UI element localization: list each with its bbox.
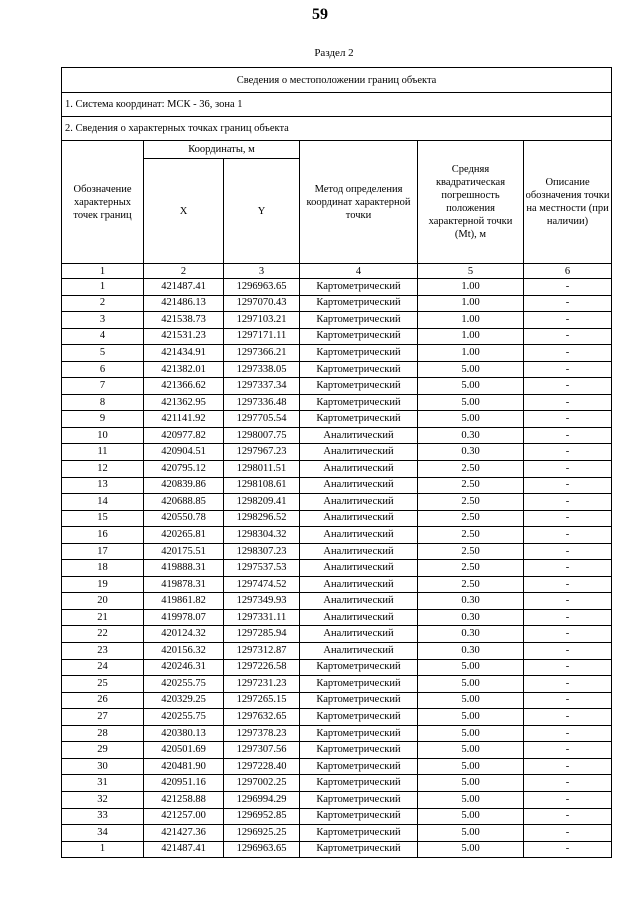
description: - [524, 775, 612, 792]
x-coordinate: 420795.12 [144, 461, 224, 478]
method: Аналитический [300, 593, 418, 610]
point-id: 10 [62, 427, 144, 444]
description: - [524, 527, 612, 544]
point-id: 27 [62, 709, 144, 726]
point-id: 19 [62, 576, 144, 593]
table-row [62, 709, 612, 726]
precision: 5.00 [418, 742, 524, 759]
table-row [62, 626, 612, 643]
description: - [524, 295, 612, 312]
method: Картометрический [300, 758, 418, 775]
description: - [524, 543, 612, 560]
col-precision-header: Средняя квадратическая погрешность положения характерной точки (Mt), м [418, 141, 524, 264]
point-id: 1 [62, 279, 144, 296]
x-coordinate: 420951.16 [144, 775, 224, 792]
precision: 2.50 [418, 527, 524, 544]
table-row [62, 444, 612, 461]
description: - [524, 676, 612, 693]
method: Аналитический [300, 477, 418, 494]
method: Аналитический [300, 543, 418, 560]
method: Картометрический [300, 411, 418, 428]
y-coordinate: 1296994.29 [224, 791, 300, 808]
point-id: 14 [62, 494, 144, 511]
method: Картометрический [300, 279, 418, 296]
method: Аналитический [300, 643, 418, 660]
description: - [524, 576, 612, 593]
table-row [62, 676, 612, 693]
precision: 0.30 [418, 643, 524, 660]
x-coordinate: 421487.41 [144, 841, 224, 858]
y-coordinate: 1297537.53 [224, 560, 300, 577]
precision: 5.00 [418, 825, 524, 842]
page-number: 59 [312, 6, 328, 23]
column-number: 2 [144, 264, 224, 279]
y-coordinate: 1298007.75 [224, 427, 300, 444]
precision: 0.30 [418, 626, 524, 643]
table-row [62, 378, 612, 395]
description: - [524, 758, 612, 775]
precision: 2.50 [418, 477, 524, 494]
description: - [524, 328, 612, 345]
precision: 1.00 [418, 279, 524, 296]
point-id: 12 [62, 461, 144, 478]
method: Картометрический [300, 361, 418, 378]
x-coordinate: 420124.32 [144, 626, 224, 643]
description: - [524, 312, 612, 329]
method: Картометрический [300, 841, 418, 858]
description: - [524, 593, 612, 610]
precision: 2.50 [418, 560, 524, 577]
point-id: 20 [62, 593, 144, 610]
column-number: 4 [300, 264, 418, 279]
y-coordinate: 1297337.34 [224, 378, 300, 395]
y-coordinate: 1298304.32 [224, 527, 300, 544]
description: - [524, 659, 612, 676]
x-coordinate: 420481.90 [144, 758, 224, 775]
method: Картометрический [300, 709, 418, 726]
x-coordinate: 420550.78 [144, 510, 224, 527]
y-coordinate: 1297378.23 [224, 725, 300, 742]
x-coordinate: 419978.07 [144, 609, 224, 626]
table-row [62, 295, 612, 312]
x-coordinate: 420380.13 [144, 725, 224, 742]
description: - [524, 643, 612, 660]
table-title: Сведения о местоположении границ объекта [62, 68, 612, 93]
x-coordinate: 420255.75 [144, 676, 224, 693]
method: Картометрический [300, 378, 418, 395]
y-coordinate: 1297171.11 [224, 328, 300, 345]
y-coordinate: 1297285.94 [224, 626, 300, 643]
x-coordinate: 421141.92 [144, 411, 224, 428]
table-row [62, 527, 612, 544]
method: Аналитический [300, 510, 418, 527]
description: - [524, 494, 612, 511]
table-row [62, 279, 612, 296]
precision: 2.50 [418, 494, 524, 511]
x-coordinate: 420265.81 [144, 527, 224, 544]
x-coordinate: 420688.85 [144, 494, 224, 511]
y-coordinate: 1297307.56 [224, 742, 300, 759]
points-section-header: 2. Сведения о характерных точках границ объекта [62, 117, 612, 141]
description: - [524, 378, 612, 395]
precision: 5.00 [418, 725, 524, 742]
precision: 5.00 [418, 411, 524, 428]
table-row [62, 510, 612, 527]
point-id: 29 [62, 742, 144, 759]
section-label: Раздел 2 [314, 47, 354, 59]
method: Картометрический [300, 394, 418, 411]
point-id: 16 [62, 527, 144, 544]
x-coordinate: 421258.88 [144, 791, 224, 808]
method: Картометрический [300, 808, 418, 825]
x-coordinate: 420255.75 [144, 709, 224, 726]
method: Картометрический [300, 659, 418, 676]
description: - [524, 510, 612, 527]
precision: 0.30 [418, 593, 524, 610]
method: Аналитический [300, 609, 418, 626]
precision: 5.00 [418, 692, 524, 709]
y-coordinate: 1296952.85 [224, 808, 300, 825]
table-body [62, 279, 612, 858]
description: - [524, 742, 612, 759]
point-id: 13 [62, 477, 144, 494]
point-id: 31 [62, 775, 144, 792]
x-coordinate: 420156.32 [144, 643, 224, 660]
y-coordinate: 1297705.54 [224, 411, 300, 428]
y-coordinate: 1298307.23 [224, 543, 300, 560]
y-coordinate: 1297226.58 [224, 659, 300, 676]
precision: 5.00 [418, 676, 524, 693]
description: - [524, 411, 612, 428]
description: - [524, 808, 612, 825]
description: - [524, 825, 612, 842]
y-coordinate: 1298209.41 [224, 494, 300, 511]
table-row [62, 643, 612, 660]
point-id: 11 [62, 444, 144, 461]
point-id: 9 [62, 411, 144, 428]
description: - [524, 609, 612, 626]
precision: 2.50 [418, 461, 524, 478]
y-coordinate: 1297312.87 [224, 643, 300, 660]
point-id: 2 [62, 295, 144, 312]
description: - [524, 725, 612, 742]
description: - [524, 345, 612, 362]
x-coordinate: 421538.73 [144, 312, 224, 329]
description: - [524, 477, 612, 494]
y-coordinate: 1297338.05 [224, 361, 300, 378]
point-id: 8 [62, 394, 144, 411]
table-row [62, 427, 612, 444]
method: Картометрический [300, 791, 418, 808]
method: Картометрический [300, 725, 418, 742]
coordinate-system: 1. Система координат: МСК - 36, зона 1 [62, 93, 612, 117]
method: Аналитический [300, 461, 418, 478]
x-coordinate: 420839.86 [144, 477, 224, 494]
col-designation-header: Обозначение характерных точек границ [62, 141, 144, 264]
x-coordinate: 421487.41 [144, 279, 224, 296]
table-row [62, 494, 612, 511]
precision: 5.00 [418, 841, 524, 858]
y-coordinate: 1296963.65 [224, 841, 300, 858]
point-id: 1 [62, 841, 144, 858]
x-coordinate: 421434.91 [144, 345, 224, 362]
y-coordinate: 1297349.93 [224, 593, 300, 610]
table-row [62, 328, 612, 345]
y-coordinate: 1297231.23 [224, 676, 300, 693]
point-id: 26 [62, 692, 144, 709]
precision: 5.00 [418, 378, 524, 395]
point-id: 24 [62, 659, 144, 676]
table-row [62, 609, 612, 626]
description: - [524, 461, 612, 478]
table-row [62, 808, 612, 825]
x-coordinate: 419888.31 [144, 560, 224, 577]
point-id: 33 [62, 808, 144, 825]
precision: 5.00 [418, 709, 524, 726]
description: - [524, 692, 612, 709]
table-row [62, 593, 612, 610]
point-id: 18 [62, 560, 144, 577]
precision: 2.50 [418, 543, 524, 560]
x-coordinate: 421257.00 [144, 808, 224, 825]
description: - [524, 841, 612, 858]
table-row [62, 841, 612, 858]
table-row [62, 477, 612, 494]
y-coordinate: 1297632.65 [224, 709, 300, 726]
point-id: 25 [62, 676, 144, 693]
method: Аналитический [300, 427, 418, 444]
point-id: 5 [62, 345, 144, 362]
y-coordinate: 1297336.48 [224, 394, 300, 411]
point-id: 28 [62, 725, 144, 742]
column-numbers-row [62, 264, 612, 279]
table-row [62, 775, 612, 792]
table-row [62, 825, 612, 842]
precision: 0.30 [418, 427, 524, 444]
description: - [524, 709, 612, 726]
x-coordinate: 421382.01 [144, 361, 224, 378]
y-coordinate: 1297331.11 [224, 609, 300, 626]
col-method-header: Метод определения координат характерной точки [300, 141, 418, 264]
description: - [524, 560, 612, 577]
point-id: 21 [62, 609, 144, 626]
method: Картометрический [300, 295, 418, 312]
y-coordinate: 1297366.21 [224, 345, 300, 362]
method: Картометрический [300, 775, 418, 792]
point-id: 32 [62, 791, 144, 808]
column-number: 3 [224, 264, 300, 279]
precision: 0.30 [418, 444, 524, 461]
precision: 5.00 [418, 361, 524, 378]
x-coordinate: 421486.13 [144, 295, 224, 312]
precision: 1.00 [418, 295, 524, 312]
method: Аналитический [300, 494, 418, 511]
table-row [62, 345, 612, 362]
precision: 5.00 [418, 394, 524, 411]
x-coordinate: 420501.69 [144, 742, 224, 759]
precision: 5.00 [418, 775, 524, 792]
table-row [62, 659, 612, 676]
point-id: 3 [62, 312, 144, 329]
method: Картометрический [300, 692, 418, 709]
description: - [524, 361, 612, 378]
table-row [62, 791, 612, 808]
method: Картометрический [300, 676, 418, 693]
point-id: 7 [62, 378, 144, 395]
table-row [62, 411, 612, 428]
y-coordinate: 1297474.52 [224, 576, 300, 593]
point-id: 17 [62, 543, 144, 560]
y-coordinate: 1297967.23 [224, 444, 300, 461]
method: Картометрический [300, 328, 418, 345]
y-coordinate: 1298011.51 [224, 461, 300, 478]
precision: 2.50 [418, 510, 524, 527]
precision: 2.50 [418, 576, 524, 593]
precision: 5.00 [418, 659, 524, 676]
x-coordinate: 420175.51 [144, 543, 224, 560]
description: - [524, 279, 612, 296]
y-coordinate: 1298108.61 [224, 477, 300, 494]
col-y-header: Y [224, 159, 300, 264]
method: Аналитический [300, 444, 418, 461]
x-coordinate: 421366.62 [144, 378, 224, 395]
table-row [62, 560, 612, 577]
y-coordinate: 1297228.40 [224, 758, 300, 775]
column-number: 6 [524, 264, 612, 279]
method: Картометрический [300, 345, 418, 362]
table-row [62, 394, 612, 411]
precision: 5.00 [418, 791, 524, 808]
point-id: 6 [62, 361, 144, 378]
table-row [62, 725, 612, 742]
y-coordinate: 1298296.52 [224, 510, 300, 527]
column-number: 1 [62, 264, 144, 279]
method: Аналитический [300, 576, 418, 593]
x-coordinate: 420329.25 [144, 692, 224, 709]
precision: 1.00 [418, 345, 524, 362]
precision: 1.00 [418, 312, 524, 329]
x-coordinate: 421531.23 [144, 328, 224, 345]
method: Картометрический [300, 742, 418, 759]
precision: 1.00 [418, 328, 524, 345]
point-id: 34 [62, 825, 144, 842]
x-coordinate: 421427.36 [144, 825, 224, 842]
description: - [524, 791, 612, 808]
precision: 5.00 [418, 808, 524, 825]
description: - [524, 394, 612, 411]
y-coordinate: 1297265.15 [224, 692, 300, 709]
table-row [62, 312, 612, 329]
method: Аналитический [300, 560, 418, 577]
description: - [524, 427, 612, 444]
col-coords-header: Координаты, м [144, 141, 300, 159]
table-row [62, 543, 612, 560]
y-coordinate: 1297070.43 [224, 295, 300, 312]
y-coordinate: 1296925.25 [224, 825, 300, 842]
method: Аналитический [300, 527, 418, 544]
boundary-points-table [61, 67, 612, 858]
description: - [524, 444, 612, 461]
point-id: 23 [62, 643, 144, 660]
table-row [62, 742, 612, 759]
column-number: 5 [418, 264, 524, 279]
y-coordinate: 1297103.21 [224, 312, 300, 329]
x-coordinate: 420977.82 [144, 427, 224, 444]
precision: 5.00 [418, 758, 524, 775]
point-id: 15 [62, 510, 144, 527]
table-row [62, 758, 612, 775]
point-id: 4 [62, 328, 144, 345]
y-coordinate: 1296963.65 [224, 279, 300, 296]
point-id: 22 [62, 626, 144, 643]
method: Картометрический [300, 312, 418, 329]
table-row [62, 576, 612, 593]
table-row [62, 692, 612, 709]
description: - [524, 626, 612, 643]
col-x-header: X [144, 159, 224, 264]
x-coordinate: 420904.51 [144, 444, 224, 461]
x-coordinate: 420246.31 [144, 659, 224, 676]
precision: 0.30 [418, 609, 524, 626]
y-coordinate: 1297002.25 [224, 775, 300, 792]
x-coordinate: 421362.95 [144, 394, 224, 411]
method: Аналитический [300, 626, 418, 643]
col-description-header: Описание обозначения точки на местности (при наличии) [524, 141, 612, 264]
table-row [62, 461, 612, 478]
x-coordinate: 419878.31 [144, 576, 224, 593]
table-row [62, 361, 612, 378]
point-id: 30 [62, 758, 144, 775]
x-coordinate: 419861.82 [144, 593, 224, 610]
method: Картометрический [300, 825, 418, 842]
